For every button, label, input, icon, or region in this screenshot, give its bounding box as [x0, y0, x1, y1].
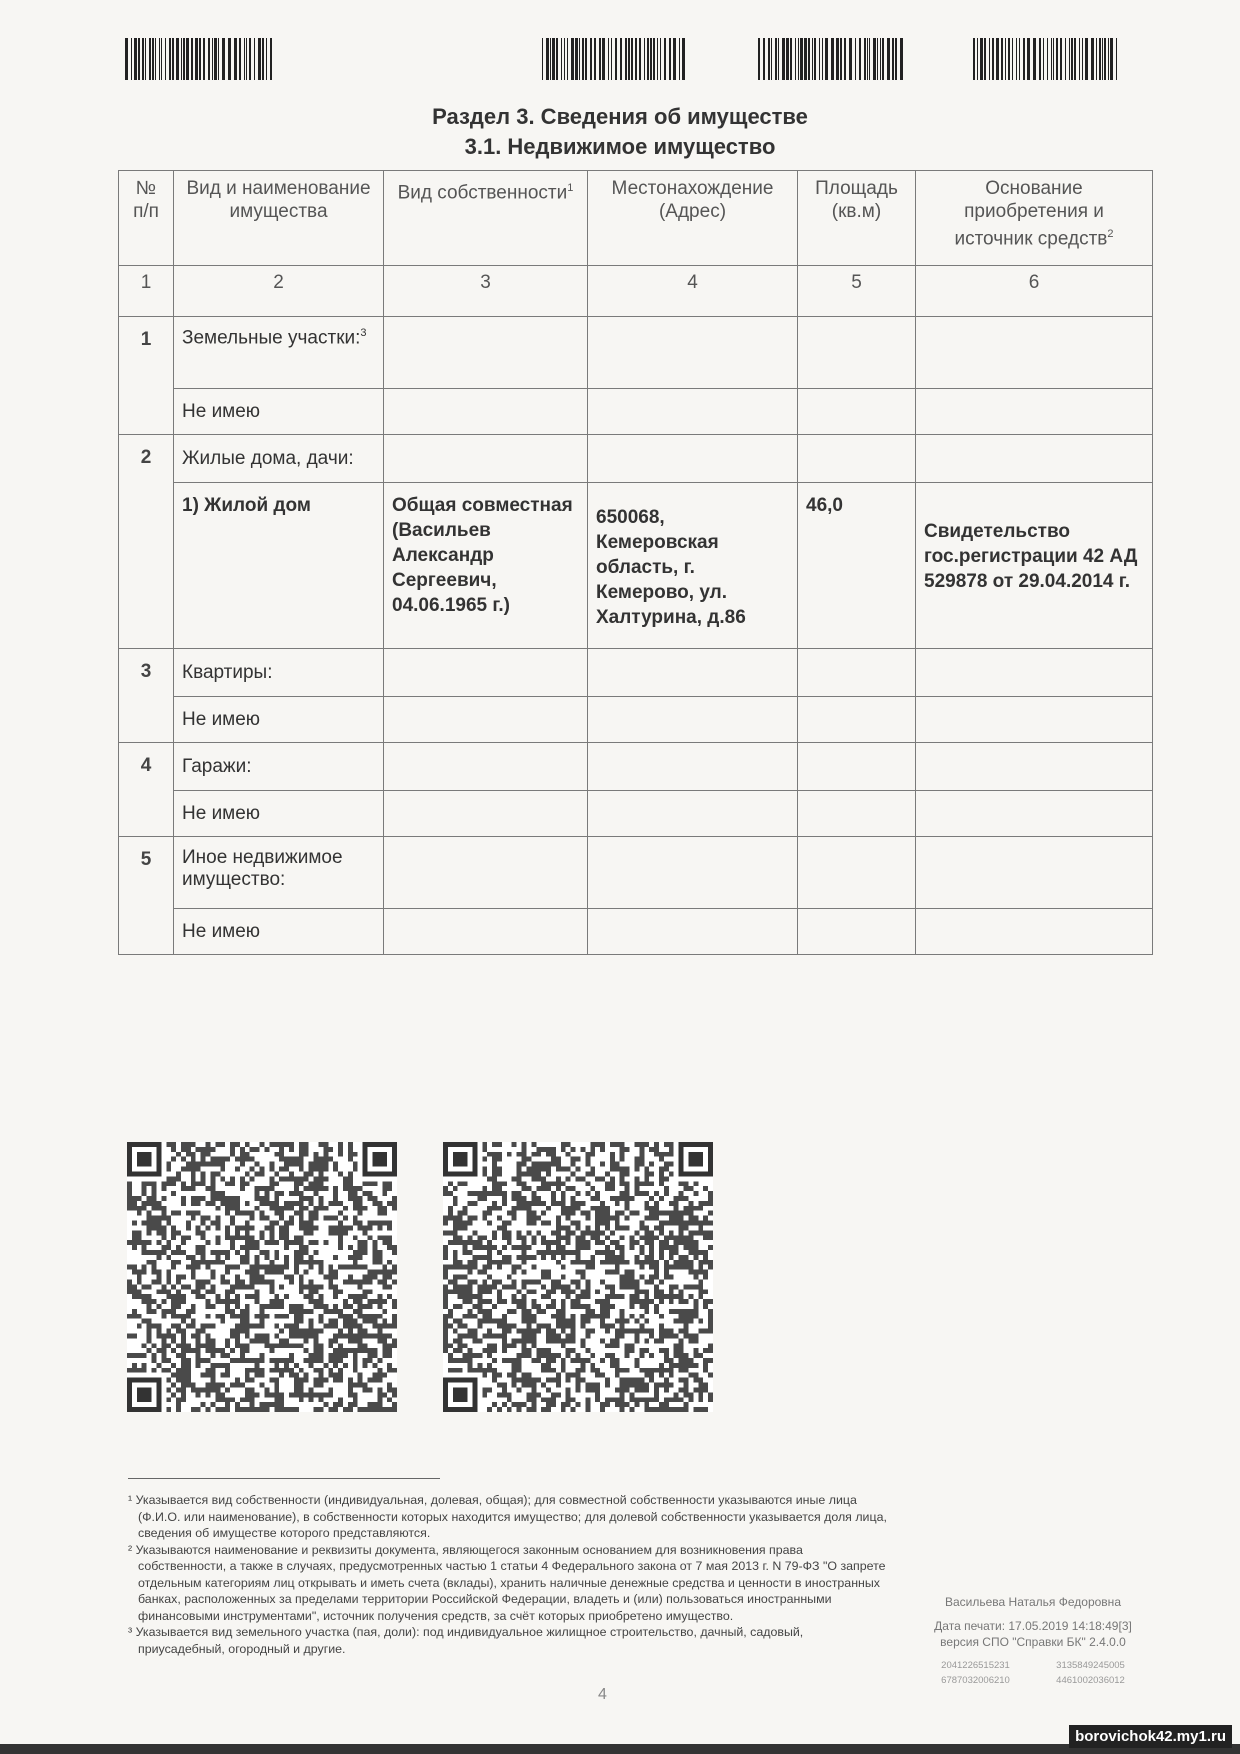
item-ownership: Общая совместная (Васильев Александр Сергеевич, 04.06.1965 г.) [384, 483, 588, 649]
page-number: 4 [598, 1686, 607, 1703]
row-label: Гаражи: [174, 743, 384, 791]
document-codes: 2041226515231 3135849245005 6787032006210 4461002036012 [941, 1660, 1125, 1686]
footnotes [128, 1492, 888, 1657]
section-title: Раздел 3. Сведения об имуществе [432, 104, 808, 129]
column-number: 6 [916, 266, 1153, 317]
table-row [119, 697, 1153, 743]
qr-code-icon [443, 1142, 713, 1412]
none-value: Не имею [174, 791, 384, 837]
header-num: № п/п [119, 171, 174, 266]
row-label: Иное недвижимое имущество: [174, 837, 384, 909]
table-row [119, 483, 1153, 649]
barcode-icon [973, 38, 1123, 80]
header-area: Площадь (кв.м) [798, 171, 916, 266]
site-watermark: borovichok42.my1.ru [1069, 1725, 1232, 1748]
footnote-divider [128, 1478, 440, 1479]
row-label: Жилые дома, дачи: [174, 435, 384, 483]
footnote-1: ¹ Указывается вид собственности (индивидуальная, долевая, общая); для совместной собственности указываются иные лица (Ф.И.О. или наименование), в собственности которых находится имущество; для долевой собственности указывается доля лица, сведения об имуществе которого представляются. [128, 1493, 887, 1540]
footnote-3: ³ Указывается вид земельного участка (пая, доли): под индивидуальное жилищное строительство, дачный, садовый, приусадебный, огородный и другие. [128, 1625, 804, 1656]
row-label: Квартиры: [174, 649, 384, 697]
print-date: Дата печати: 17.05.2019 14:18:49[3] [934, 1619, 1132, 1633]
scan-edge [0, 1744, 1240, 1754]
header-acquisition-basis: Основание приобретения и источник средств$^2$ [916, 171, 1153, 266]
column-number-row [119, 266, 1153, 317]
table-row [119, 909, 1153, 955]
row-number: 2 [119, 435, 174, 649]
table-row [119, 435, 1153, 483]
none-value: Не имею [174, 909, 384, 955]
none-value: Не имею [174, 389, 384, 435]
barcode-icon [542, 38, 690, 80]
row-label: Земельные участки:$^3$ [174, 317, 384, 389]
table-row [119, 389, 1153, 435]
row-number: 4 [119, 743, 174, 837]
table-row [119, 743, 1153, 791]
table-row [119, 791, 1153, 837]
real-estate-table [118, 170, 1153, 955]
header-location: Местонахождение (Адрес) [588, 171, 798, 266]
none-value: Не имею [174, 697, 384, 743]
item-basis: Свидетельство гос.регистрации 42 АД 529878 от 29.04.2014 г. [916, 483, 1153, 649]
signer-name: Васильева Наталья Федоровна [945, 1595, 1121, 1609]
barcode-icon [758, 38, 908, 80]
software-version: версия СПО "Справки БК" 2.4.0.0 [940, 1635, 1126, 1649]
column-number: 2 [174, 266, 384, 317]
column-number: 3 [384, 266, 588, 317]
column-number: 5 [798, 266, 916, 317]
table-row [119, 837, 1153, 909]
row-number: 5 [119, 837, 174, 955]
item-name: 1) Жилой дом [174, 483, 384, 649]
item-area: 46,0 [798, 483, 916, 649]
column-number: 1 [119, 266, 174, 317]
row-number: 3 [119, 649, 174, 743]
header-ownership-type: Вид собственности$^1$ [384, 171, 588, 266]
signature-block [918, 1594, 1148, 1688]
table-row [119, 649, 1153, 697]
column-number: 4 [588, 266, 798, 317]
table-header-row [119, 171, 1153, 266]
footnote-2: ² Указываются наименование и реквизиты документа, являющегося законным основанием для возникновения права собственности, а также в случаях, предусмотренных частью 1 статьи 4 Федерального закона от 7 мая 2013 г. N 79-ФЗ "О запрете отдельным категориям лиц открывать и иметь счета (вклады), хранить наличные денежные средства и ценности в иностранных банках, расположенных за пределами территории Российской Федерации, владеть и (или) пользоваться иностранными финансовыми инструментами", источник получения средств, за счёт которых приобретено имущество. [128, 1542, 886, 1623]
qr-code-icon [127, 1142, 397, 1412]
row-number: 1 [119, 317, 174, 435]
barcode-icon [125, 38, 277, 80]
table-row [119, 317, 1153, 389]
item-address: 650068, Кемеровская область, г. Кемерово, ул. Халтурина, д.86 [588, 483, 798, 649]
subsection-title: 3.1. Недвижимое имущество [464, 134, 776, 159]
header-property-type: Вид и наименование имущества [174, 171, 384, 266]
